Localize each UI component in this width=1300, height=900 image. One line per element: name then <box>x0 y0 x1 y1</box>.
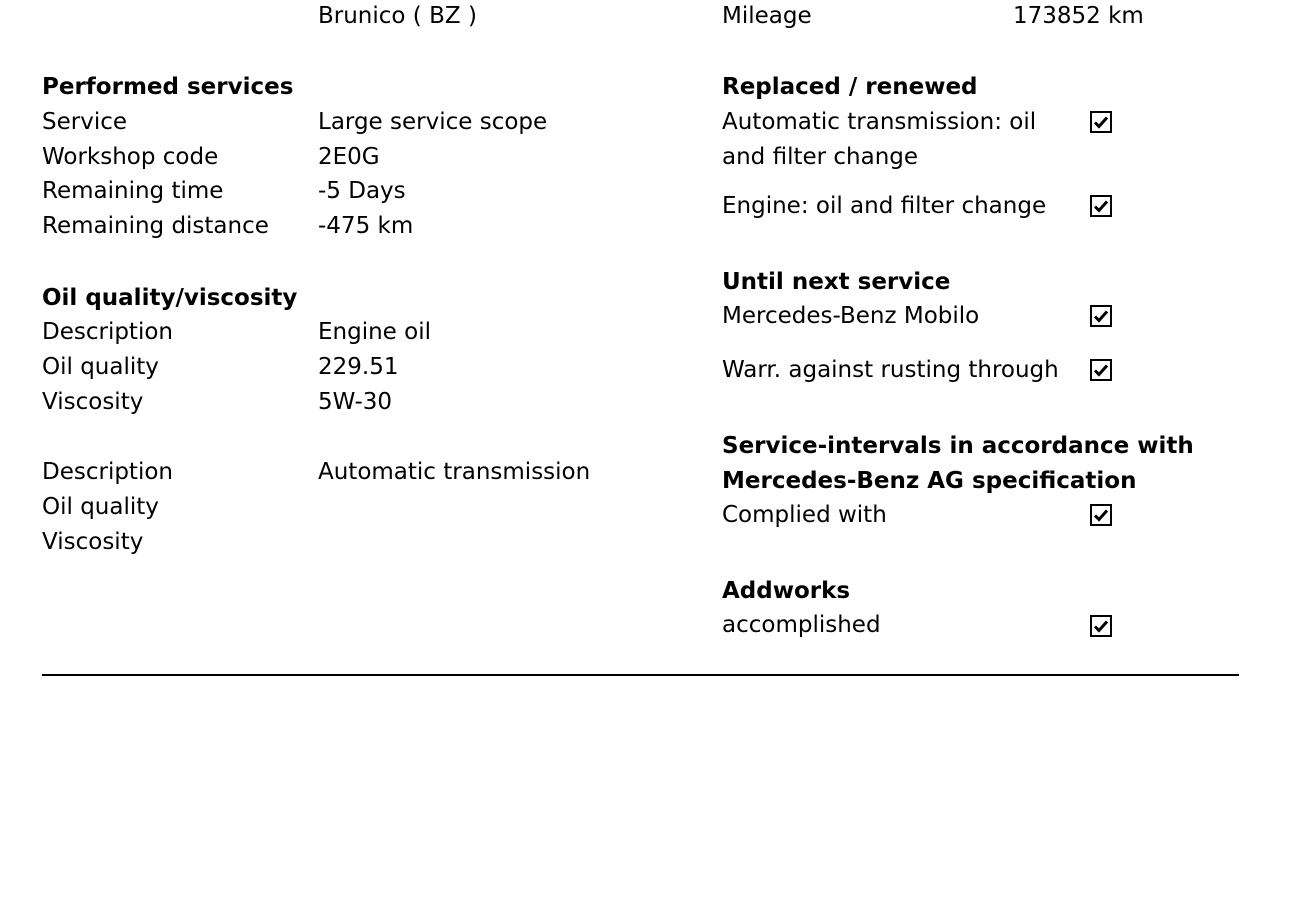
engine-description-label: Description <box>42 319 173 345</box>
checkmark-icon <box>1093 362 1109 378</box>
rust-warranty-checkbox[interactable] <box>1090 359 1112 381</box>
transmission-description-label: Description <box>42 459 173 485</box>
checkmark-icon <box>1093 308 1109 324</box>
accomplished-label: accomplished <box>722 612 881 638</box>
replaced-item-transmission-checkbox[interactable] <box>1090 111 1112 133</box>
oil-quality-heading: Oil quality/viscosity <box>42 285 298 311</box>
mobilo-label: Mercedes-Benz Mobilo <box>722 303 980 329</box>
replaced-heading: Replaced / renewed <box>722 74 978 100</box>
replaced-item-engine-checkbox[interactable] <box>1090 195 1112 217</box>
next-service-heading: Until next service <box>722 269 951 295</box>
complied-with-label: Complied with <box>722 502 887 528</box>
location-value: Brunico ( BZ ) <box>318 3 477 29</box>
engine-description-value: Engine oil <box>318 319 431 345</box>
intervals-heading-line2: Mercedes-Benz AG specification <box>722 468 1137 494</box>
addworks-heading: Addworks <box>722 578 851 604</box>
performed-services-heading: Performed services <box>42 74 294 100</box>
complied-with-checkbox[interactable] <box>1090 504 1112 526</box>
workshop-code-label: Workshop code <box>42 144 219 170</box>
intervals-heading-line1: Service-intervals in accordance with <box>722 433 1194 459</box>
service-value: Large service scope <box>318 109 548 135</box>
replaced-item-transmission-label: Automatic transmission: oil and filter change <box>722 109 1037 170</box>
checkmark-icon <box>1093 618 1109 634</box>
remaining-distance-value: -475 km <box>318 213 414 239</box>
transmission-oil-quality-label: Oil quality <box>42 494 159 520</box>
transmission-description-value: Automatic transmission <box>318 459 591 485</box>
workshop-code-value: 2E0G <box>318 144 380 170</box>
mileage-value: 173852 km <box>1013 3 1144 29</box>
service-label: Service <box>42 109 128 135</box>
engine-viscosity-label: Viscosity <box>42 389 144 415</box>
rust-warranty-label: Warr. against rusting through <box>722 357 1059 383</box>
engine-oil-quality-value: 229.51 <box>318 354 399 380</box>
engine-viscosity-value: 5W-30 <box>318 389 393 415</box>
replaced-item-engine-label: Engine: oil and filter change <box>722 193 1047 219</box>
engine-oil-quality-label: Oil quality <box>42 354 159 380</box>
remaining-time-value: -5 Days <box>318 178 406 204</box>
checkmark-icon <box>1093 507 1109 523</box>
accomplished-checkbox[interactable] <box>1090 615 1112 637</box>
mobilo-checkbox[interactable] <box>1090 305 1112 327</box>
bottom-divider <box>42 674 1239 676</box>
checkmark-icon <box>1093 198 1109 214</box>
mileage-label: Mileage <box>722 3 812 29</box>
checkmark-icon <box>1093 114 1109 130</box>
remaining-distance-label: Remaining distance <box>42 213 269 239</box>
transmission-viscosity-label: Viscosity <box>42 529 144 555</box>
remaining-time-label: Remaining time <box>42 178 224 204</box>
